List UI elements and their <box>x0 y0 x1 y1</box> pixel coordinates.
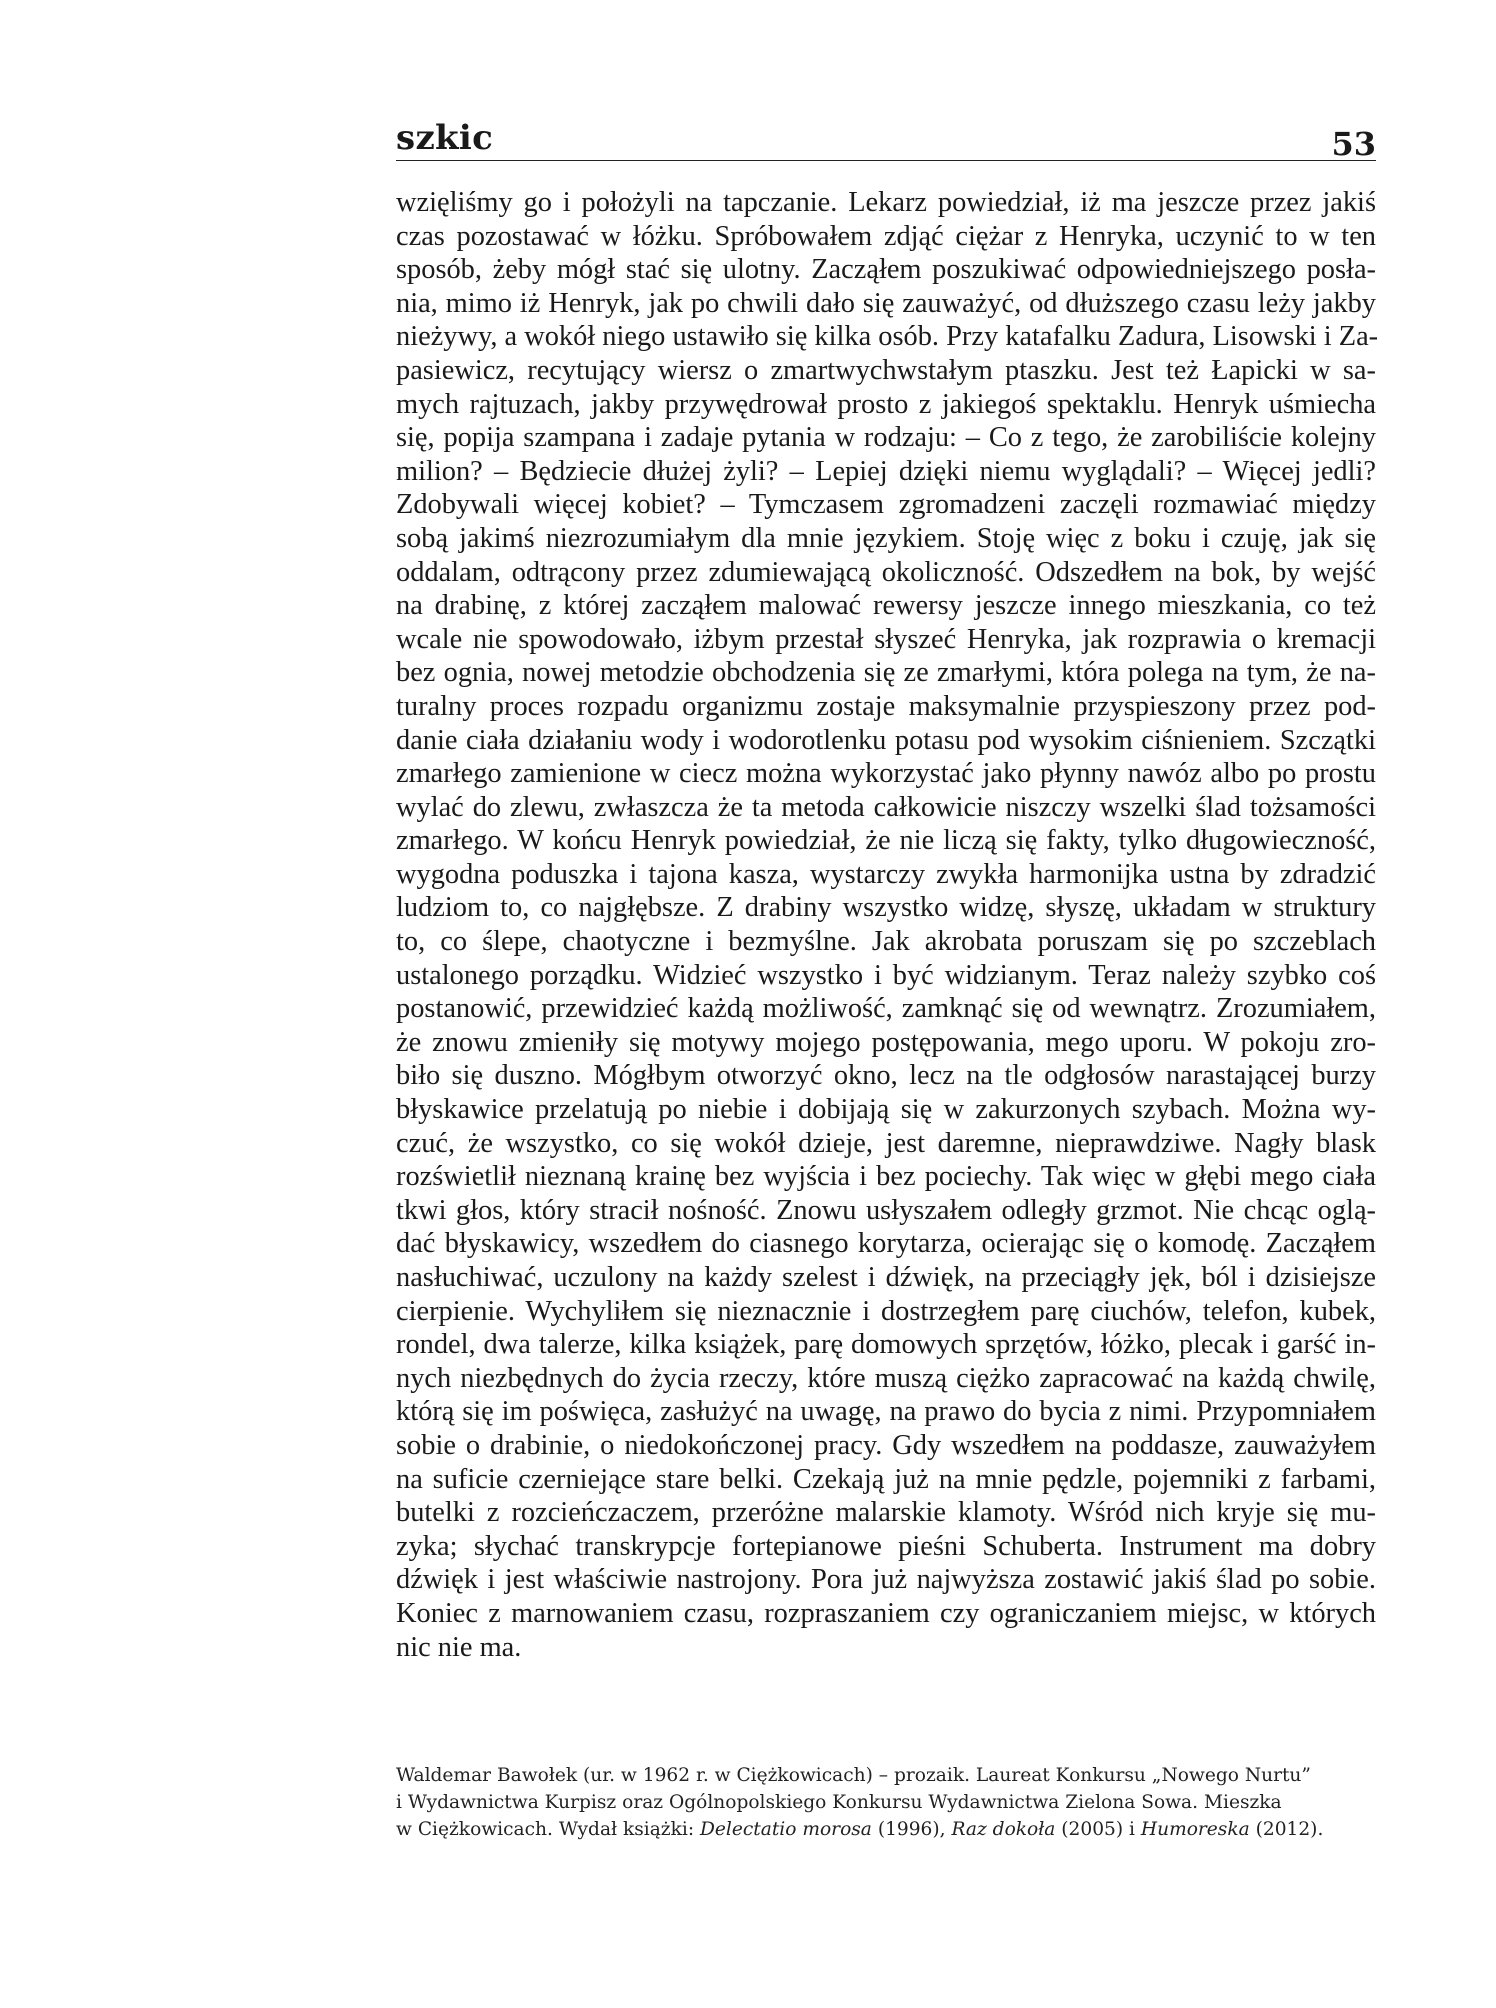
text-line: zmarłego. W końcu Henryk powiedział, że nie liczą się fakty, tylko długowieczność, <box>396 825 1376 857</box>
book-title-2: Raz dokoła <box>951 1819 1056 1840</box>
text-line: sobie o drabinie, o niedokończonej pracy. Gdy wszedłem na poddasze, zauważyłem <box>396 1429 1376 1461</box>
text-line: nic nie ma. <box>396 1631 522 1663</box>
book-year-2: (2005) i <box>1055 1819 1141 1840</box>
text-line: zyka; słychać transkrypcje fortepianowe pieśni Schuberta. Instrument ma dobry <box>396 1530 1376 1562</box>
bio-line-3 <box>396 1816 1356 1843</box>
text-line: turalny proces rozpadu organizmu zostaje maksymalnie przyspieszony przez pod- <box>396 690 1376 722</box>
text-line: na drabinę, z której zacząłem malować rewersy jeszcze innego mieszkania, co też <box>396 590 1376 622</box>
text-line: Zdobywali więcej kobiet? – Tymczasem zgromadzeni zaczęli rozmawiać między <box>396 489 1376 521</box>
text-line: postanowić, przewidzieć każdą możliwość, zamknąć się od wewnątrz. Zrozumiałem, <box>396 993 1376 1025</box>
text-line: danie ciała działaniu wody i wodorotlenku potasu pod wysokim ciśnieniem. Szczątki <box>396 724 1376 756</box>
text-line: cierpienie. Wychyliłem się nieznacznie i dostrzegłem parę ciuchów, telefon, kubek, <box>396 1295 1376 1327</box>
bio-line-2: i Wydawnictwa Kurpisz oraz Ogólnopolskiego Konkursu Wydawnictwa Zielona Sowa. Mieszka <box>396 1792 1282 1813</box>
author-bio <box>396 1762 1356 1843</box>
text-line: milion? – Będziecie dłużej żyli? – Lepiej dzięki niemu wyglądali? – Więcej jedli? <box>396 455 1376 487</box>
text-line: dać błyskawicy, wszedłem do ciasnego korytarza, ocierając się o komodę. Zacząłem <box>396 1228 1376 1260</box>
text-line: Koniec z marnowaniem czasu, rozpraszaniem czy ograniczaniem miejsc, w których <box>396 1597 1376 1629</box>
page-number: 53 <box>1331 125 1376 163</box>
text-line: dźwięk i jest właściwie nastrojony. Pora już najwyższa zostawić jakiś ślad po sobie. <box>396 1564 1376 1596</box>
text-line: butelki z rozcieńczaczem, przeróżne malarskie klamoty. Wśród nich kryje się mu- <box>396 1497 1376 1529</box>
text-line: wzięliśmy go i położyli na tapczanie. Lekarz powiedział, iż ma jeszcze przez jakiś <box>396 187 1376 218</box>
running-header <box>396 112 1376 161</box>
text-line: że znowu zmieniły się motywy mojego postępowania, mego uporu. W pokoju zro- <box>396 1026 1376 1058</box>
main-text <box>396 186 1379 1664</box>
bio-line-1: Waldemar Bawołek (ur. w 1962 r. w Ciężkowicach) – prozaik. Laureat Konkursu „Nowego Nurtu” <box>396 1765 1311 1786</box>
text-line: czas pozostawać w łóżku. Spróbowałem zdjąć ciężar z Henryka, uczynić to w ten <box>396 220 1376 252</box>
text-line: biło się duszno. Mógłbym otworzyć okno, lecz na tle odgłosów narastającej burzy <box>396 1060 1376 1092</box>
text-line: nych niezbędnych do życia rzeczy, które muszą ciężko zapracować na każdą chwilę, <box>396 1362 1376 1394</box>
text-line: bez ognia, nowej metodzie obchodzenia się ze zmarłymi, która polega na tym, że na- <box>396 657 1376 689</box>
text-line: na suficie czerniejące stare belki. Czekają już na mnie pędzle, pojemniki z farbami, <box>396 1463 1376 1495</box>
text-line: się, popija szampana i zadaje pytania w rodzaju: – Co z tego, że zarobiliście kolejny <box>396 422 1376 454</box>
text-line: tkwi głos, który stracił nośność. Znowu usłyszałem odległy grzmot. Nie chcąc oglą- <box>396 1194 1376 1226</box>
text-line: rozświetlił nieznaną krainę bez wyjścia i bez pociechy. Tak więc w głębi mego ciała <box>396 1161 1376 1193</box>
book-year-3: (2012). <box>1249 1819 1324 1840</box>
text-line: wcale nie spowodowało, iżbym przestał słyszeć Henryka, jak rozprawia o kremacji <box>396 623 1376 655</box>
text-line: sobą jakimś niezrozumiałym dla mnie językiem. Stoję więc z boku i czuję, jak się <box>396 522 1376 554</box>
section-name: szkic <box>396 118 494 158</box>
text-line: nieżywy, a wokół niego ustawiło się kilka osób. Przy katafalku Zadura, Lisowski i Za- <box>396 321 1379 353</box>
book-year-1: (1996), <box>871 1819 952 1840</box>
text-line: mych rajtuzach, jakby przywędrował prosto z jakiegoś spektaklu. Henryk uśmiecha <box>396 388 1376 420</box>
text-line: nia, mimo iż Henryk, jak po chwili dało się zauważyć, od dłuższego czasu leży jakby <box>396 287 1376 319</box>
text-line: czuć, że wszystko, co się wokół dzieje, jest daremne, nieprawdziwe. Nagły blask <box>396 1127 1376 1159</box>
text-line: to, co ślepe, chaotyczne i bezmyślne. Jak akrobata poruszam się po szczeblach <box>396 926 1376 958</box>
text-line: którą się im poświęca, zasłużyć na uwagę, na prawo do bycia z nimi. Przypomniałem <box>396 1396 1376 1428</box>
text-line: wylać do zlewu, zwłaszcza że ta metoda całkowicie niszczy wszelki ślad tożsamości <box>396 791 1376 823</box>
text-line: ustalonego porządku. Widzieć wszystko i być widzianym. Teraz należy szybko coś <box>396 959 1376 991</box>
text-line: wygodna poduszka i tajona kasza, wystarczy zwykła harmonijka ustna by zdradzić <box>396 858 1376 890</box>
text-line: oddalam, odtrącony przez zdumiewającą okoliczność. Odszedłem na bok, by wejść <box>396 556 1376 588</box>
text-line: ludziom to, co najgłębsze. Z drabiny wszystko widzę, słyszę, układam w struktury <box>396 892 1376 924</box>
text-line: zmarłego zamienione w ciecz można wykorzystać jako płynny nawóz albo po prostu <box>396 758 1376 790</box>
text-line: rondel, dwa talerze, kilka książek, parę domowych sprzętów, łóżko, plecak i garść in- <box>396 1329 1376 1361</box>
text-line: błyskawice przelatują po niebie i dobijają się w zakurzonych szybach. Można wy- <box>396 1094 1376 1126</box>
text-line: sposób, żeby mógł stać się ulotny. Zacząłem poszukiwać odpowiedniejszego posła- <box>396 254 1376 286</box>
book-title-1: Delectatio morosa <box>700 1819 872 1840</box>
bio-line-3-prefix: w Ciężkowicach. Wydał książki: <box>396 1819 700 1840</box>
text-line: pasiewicz, recytujący wiersz o zmartwychwstałym ptaszku. Jest też Łapicki w sa- <box>396 354 1376 386</box>
text-line: nasłuchiwać, uczulony na każdy szelest i dźwięk, na przeciągły jęk, ból i dzisiejsze <box>396 1262 1376 1293</box>
book-title-3: Humoreska <box>1140 1819 1250 1840</box>
